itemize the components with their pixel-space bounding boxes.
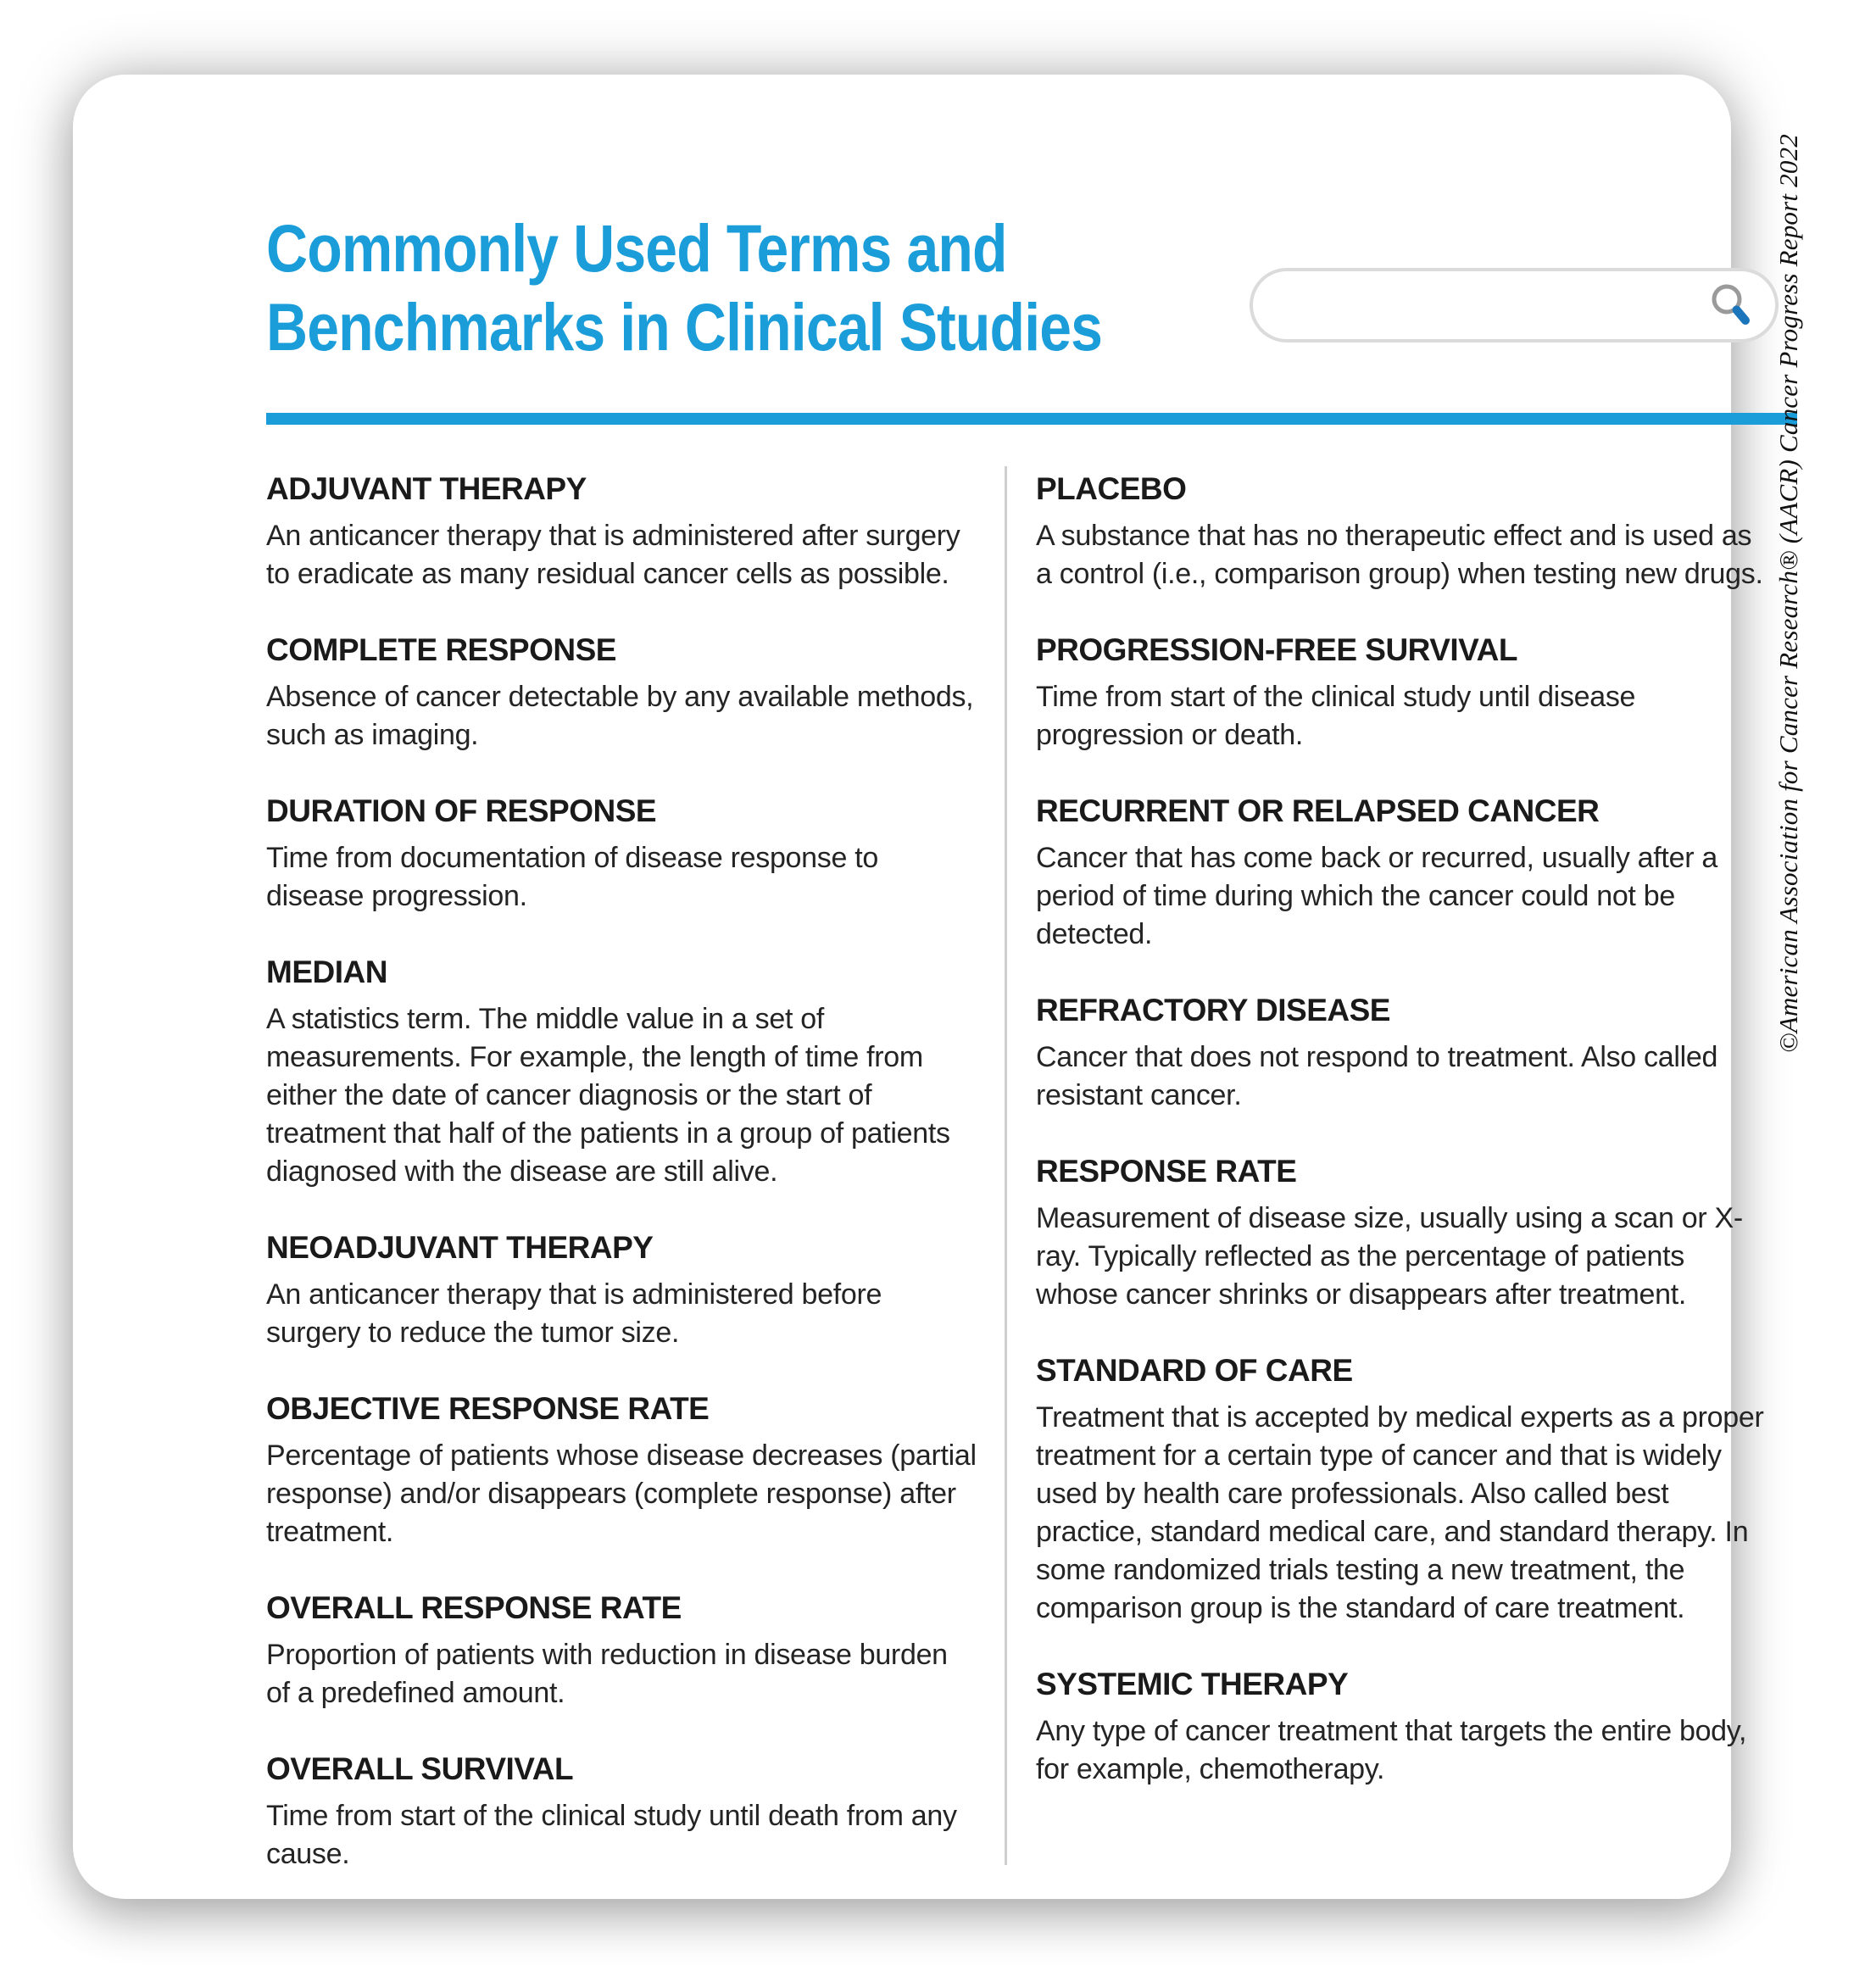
term-definition: A substance that has no therapeutic effect and is used as a control (i.e., comparison group) when testing new drugs. bbox=[1036, 520, 1763, 590]
term-name: MEDIAN bbox=[266, 955, 387, 989]
term-name: STANDARD OF CARE bbox=[1036, 1353, 1353, 1388]
term-block bbox=[1036, 1353, 1767, 1628]
term-name: OVERALL SURVIVAL bbox=[266, 1751, 574, 1786]
search-input[interactable] bbox=[1253, 271, 1775, 339]
page-title bbox=[266, 209, 1239, 366]
page-title-line-2: Benchmarks in Clinical Studies bbox=[266, 289, 1103, 365]
term-block bbox=[1036, 793, 1767, 954]
term-name: REFRACTORY DISEASE bbox=[1036, 993, 1390, 1027]
term-definition: Treatment that is accepted by medical experts as a proper treatment for a certain type of cancer and that is widely used by health care professionals. Also called best practice, standard medical care, and standard therapy. In some randomized trials testing a new treatment, the comparison group is the standard of care treatment. bbox=[1036, 1401, 1764, 1624]
term-block bbox=[1036, 632, 1767, 754]
term-name: PLACEBO bbox=[1036, 471, 1187, 506]
term-name: ADJUVANT THERAPY bbox=[266, 471, 587, 506]
term-definition: Percentage of patients whose disease decreases (partial response) and/or disappears (complete response) after treatment. bbox=[266, 1439, 977, 1548]
term-definition: An anticancer therapy that is administered after surgery to eradicate as many residual cancer cells as possible. bbox=[266, 520, 960, 590]
content-card bbox=[73, 75, 1764, 1899]
term-name: NEOADJUVANT THERAPY bbox=[266, 1230, 654, 1265]
term-definition: Cancer that has come back or recurred, usually after a period of time during which the cancer could not be detected. bbox=[1036, 842, 1717, 950]
term-block bbox=[266, 632, 977, 754]
glossary-left-column bbox=[266, 471, 977, 1874]
term-name: PROGRESSION-FREE SURVIVAL bbox=[1036, 632, 1517, 667]
term-block bbox=[1036, 993, 1767, 1115]
column-divider bbox=[1005, 466, 1007, 1865]
term-definition: An anticancer therapy that is administered before surgery to reduce the tumor size. bbox=[266, 1278, 882, 1349]
glossary-right-column bbox=[1036, 471, 1767, 1789]
term-definition: Time from start of the clinical study until death from any cause. bbox=[266, 1800, 957, 1870]
term-definition: A statistics term. The middle value in a set of measurements. For example, the length of time from either the date of cancer diagnosis or the start of treatment that half of the patients in a group of patients diagnosed with the disease are still alive. bbox=[266, 1003, 950, 1188]
term-name: RESPONSE RATE bbox=[1036, 1154, 1297, 1189]
term-block bbox=[1036, 471, 1767, 593]
term-name: SYSTEMIC THERAPY bbox=[1036, 1667, 1349, 1701]
term-definition: Time from documentation of disease response to disease progression. bbox=[266, 842, 878, 912]
search-box bbox=[1250, 268, 1779, 342]
term-block bbox=[266, 1590, 977, 1712]
term-name: DURATION OF RESPONSE bbox=[266, 793, 657, 828]
term-definition: Proportion of patients with reduction in disease burden of a predefined amount. bbox=[266, 1639, 948, 1709]
copyright-vertical-text: ©American Association for Cancer Research® (AACR) Cancer Progress Report 2022 bbox=[1773, 134, 1803, 1053]
term-block bbox=[266, 1230, 977, 1352]
title-rule bbox=[266, 413, 1797, 425]
page-title-line-1: Commonly Used Terms and bbox=[266, 210, 1007, 286]
term-definition: Cancer that does not respond to treatment. Also called resistant cancer. bbox=[1036, 1041, 1718, 1111]
term-block bbox=[266, 471, 977, 593]
term-block bbox=[266, 1751, 977, 1874]
term-definition: Time from start of the clinical study until disease progression or death. bbox=[1036, 681, 1636, 751]
term-name: OVERALL RESPONSE RATE bbox=[266, 1590, 682, 1625]
term-definition: Measurement of disease size, usually using a scan or X-ray. Typically reflected as the percentage of patients whose cancer shrinks or disappears after treatment. bbox=[1036, 1202, 1743, 1311]
term-name: COMPLETE RESPONSE bbox=[266, 632, 616, 667]
term-definition: Any type of cancer treatment that targets the entire body, for example, chemotherapy. bbox=[1036, 1715, 1747, 1785]
term-block bbox=[1036, 1154, 1767, 1314]
term-block bbox=[266, 955, 977, 1191]
term-block bbox=[1036, 1667, 1767, 1789]
search-icon[interactable] bbox=[1706, 281, 1755, 330]
term-block bbox=[266, 1391, 977, 1551]
term-definition: Absence of cancer detectable by any available methods, such as imaging. bbox=[266, 681, 974, 751]
term-name: RECURRENT OR RELAPSED CANCER bbox=[1036, 793, 1600, 828]
term-block bbox=[266, 793, 977, 916]
term-name: OBJECTIVE RESPONSE RATE bbox=[266, 1391, 710, 1426]
